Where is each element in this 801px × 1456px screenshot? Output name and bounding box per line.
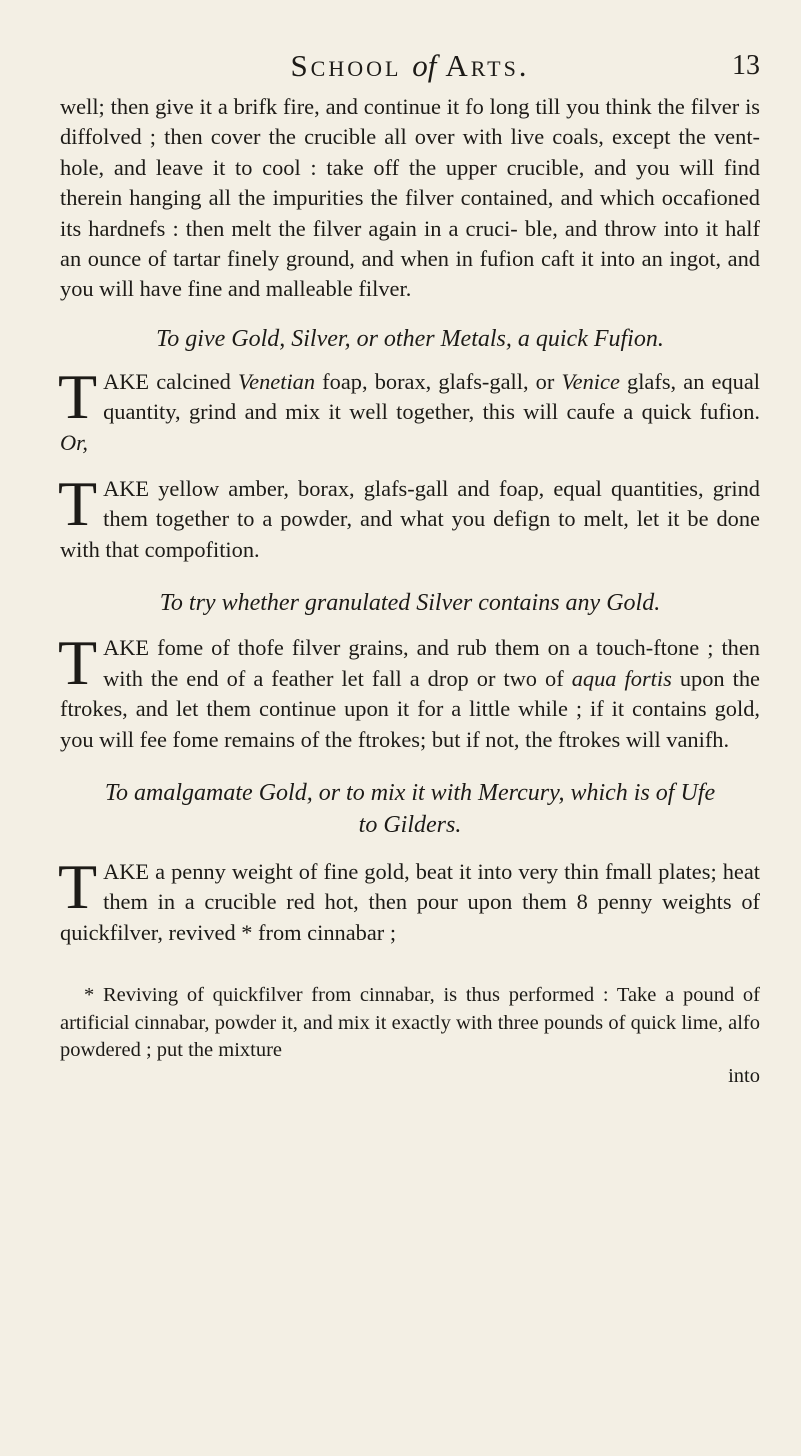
running-title [60,48,760,84]
dropcap: T [58,360,98,432]
running-title-of: of [412,48,437,83]
recipe-italic: Or, [60,429,88,455]
recipe-quick-fusion-1 [58,360,761,458]
recipe-try-silver [58,627,760,755]
dropcap: T [58,627,98,699]
section-heading-quick-fusion: To give Gold, Silver, or other Metals, a quick Fufion. [156,325,664,352]
recipe-amalgamate [58,850,760,948]
recipe-quick-fusion-2 [58,468,760,565]
recipe-italic: Venetian [237,368,316,394]
book-page [60,40,760,1420]
recipe-text: glafs, an equal quantity, grind and mix it well together, this will caufe a quick fufion. [103,368,761,425]
page-number: 13 [732,50,760,81]
recipe-text: AKE yellow amber, borax, glafs-gall and foap, equal quantities, grind them together to a powder, and what you defign to melt, let it be done with that compofition. [60,476,760,562]
dropcap: T [58,468,98,540]
recipe-italic: Venice [561,368,620,394]
dropcap: T [58,850,98,922]
recipe-text: foap, borax, glafs-gall, or [315,368,562,394]
recipe-text: AKE calcined [103,368,238,394]
catchword: into [728,1064,760,1087]
recipe-text: AKE a penny weight of fine gold, beat it into very thin fmall plates; heat them in a crucible red hot, then pour upon them 8 penny weights of quickfilver, revived * from cinnabar ; [60,858,760,945]
running-title-left: School [290,48,402,83]
section-heading-amalgamate: To amalgamate Gold, or to mix it with Mercury, which is of Ufe to Gilders. [104,779,716,838]
recipe-text: upon the ftrokes, and let them continue upon it for a little while ; if it contains gold, you will fee fome remains of the ftrokes; but if not, the ftrokes will vanifh. [60,665,760,752]
running-head [60,40,760,92]
paragraph-continuation: well; then give it a brifk fire, and continue it fo long till you think the filver is diffolved ; then cover the crucible all over with live coals, except the vent-hole, and leave it to cool : take off the upper crucible, and you will find therein hanging all the impurities the filver contained, and which occafioned its hardnefs : then melt the filver again in a cruci- ble, and throw into it half an ounce of tartar finely ground, and when in fufion caft it into an ingot, and you will have fine and malleable filver. [60,94,760,302]
recipe-italic: aqua fortis [571,665,672,691]
footnote: * Reviving of quickfilver from cinnabar, is thus performed : Take a pound of artificial cinnabar, powder it, and mix it exactly with three pounds of quick lime, alfo powdered ; put the mixture [60,984,760,1062]
section-heading-try-silver: To try whether granulated Silver contains any Gold. [159,590,661,617]
recipe-text: AKE fome of thofe filver grains, and rub them on a touch-ftone ; then with the end of a feather let fall a drop or two of [103,635,760,691]
running-title-right: Arts. [445,48,530,83]
